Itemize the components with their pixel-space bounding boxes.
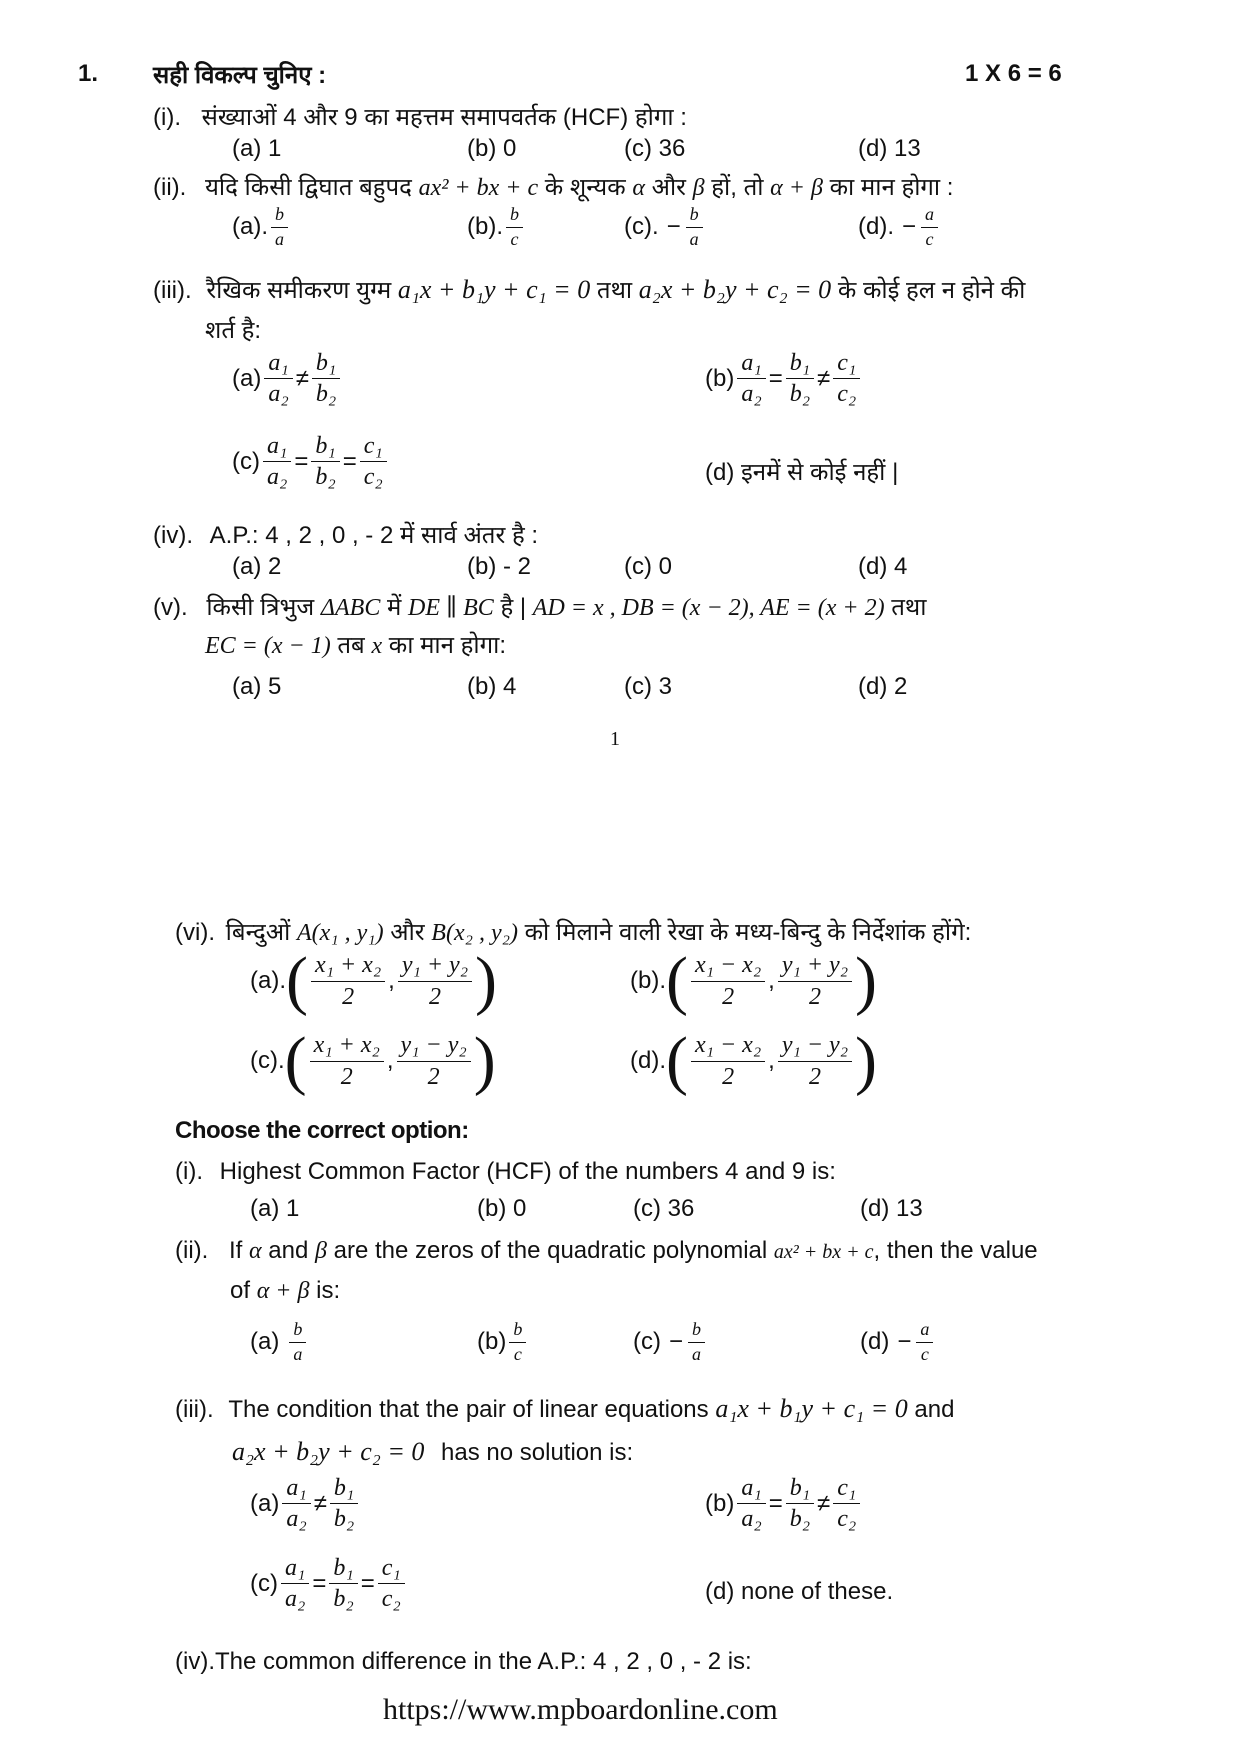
option-label: (b). <box>467 213 503 241</box>
en-q2-alpha: α <box>249 1238 262 1264</box>
option-label: (a). <box>250 967 286 994</box>
en-q2-and: and <box>268 1237 309 1264</box>
fraction <box>281 1555 309 1613</box>
hi-q6-label: (vi). <box>175 919 215 946</box>
en-q4 <box>175 1648 752 1676</box>
hi-q5-opt-b: (b) 4 <box>467 673 517 700</box>
en-q3-eq2: a₂x + b₂y + c₂ = 0 <box>232 1437 425 1466</box>
fraction <box>310 1032 384 1090</box>
fraction <box>737 1475 765 1533</box>
en-q1-opt-c: (c) 36 <box>633 1195 695 1222</box>
denominator: a <box>293 1343 303 1364</box>
hi-q5-opt-c: (c) 3 <box>624 673 672 700</box>
en-q3-label: (iii). <box>175 1396 214 1423</box>
hi-q2-opt-c <box>624 205 706 250</box>
denominator: 2 <box>427 1063 440 1090</box>
en-q3-post: has no solution is: <box>441 1439 634 1466</box>
hi-q6-pre: बिन्दुओं <box>225 919 291 946</box>
denominator: c₂ <box>837 1506 857 1533</box>
denominator: 2 <box>808 983 821 1010</box>
en-q2-is: is: <box>316 1277 341 1304</box>
denominator: 2 <box>808 1063 821 1090</box>
denominator: b₂ <box>315 464 336 491</box>
denominator: 2 <box>340 1063 353 1090</box>
en-q1-label: (i). <box>175 1158 203 1185</box>
numerator: c₁ <box>360 433 387 462</box>
hi-q5-label: (v). <box>153 594 188 621</box>
numerator: b₁ <box>312 350 340 379</box>
en-q2-label: (ii). <box>175 1237 209 1264</box>
hi-q3-eq1: a₁x + b₁y + c₁ = 0 <box>397 275 591 304</box>
denominator: a₂ <box>284 1586 306 1613</box>
left-paren: ( <box>284 1024 307 1097</box>
en-q2-opt-a <box>250 1320 309 1365</box>
en-q3-pre: The condition that the pair of linear equations <box>228 1396 709 1423</box>
fraction <box>312 350 340 408</box>
right-paren: ) <box>855 1024 878 1097</box>
hi-q6-point-a: A(x₁ , y₁) <box>296 920 384 946</box>
page-number: 1 <box>610 728 620 750</box>
numerator: b <box>271 205 288 228</box>
en-q2-mid: are the zeros of the quadratic polynomial <box>333 1237 768 1264</box>
numerator: c₁ <box>833 1475 860 1504</box>
hi-q6-opt-c <box>250 1024 496 1097</box>
denominator: a₂ <box>268 381 289 408</box>
hi-q2-pre: यदि किसी द्विघात बहुपद <box>205 174 412 201</box>
numerator: a₁ <box>281 1555 309 1584</box>
numerator: a₁ <box>737 350 765 379</box>
denominator: b₂ <box>315 381 337 408</box>
en-q2-post: , then the value <box>873 1237 1038 1264</box>
fraction <box>778 952 852 1010</box>
option-label: (c). <box>250 1047 285 1074</box>
eq-sign: = <box>768 364 783 392</box>
option-label: (c) <box>633 1328 661 1356</box>
fraction <box>330 1475 358 1533</box>
comma: , <box>768 1047 775 1074</box>
numerator: a₁ <box>263 433 291 462</box>
fraction <box>311 952 385 1010</box>
neq-sign: ≠ <box>313 1489 327 1517</box>
fraction <box>271 205 288 250</box>
en-q1 <box>175 1158 836 1186</box>
en-q3 <box>175 1394 954 1424</box>
en-q3-opt-c <box>250 1555 408 1613</box>
right-paren: ) <box>855 944 878 1017</box>
minus-sign: − <box>897 1328 912 1356</box>
option-label: (a) <box>232 364 262 392</box>
numerator: y₁ + y₂ <box>778 952 852 981</box>
en-q2-opt-b <box>477 1320 529 1365</box>
numerator: x₁ + x₂ <box>310 1032 384 1061</box>
denominator: a <box>689 228 699 249</box>
hi-q2-opt-d <box>858 205 941 250</box>
hi-q6-point-b: B(x₂ , y₂) <box>431 920 518 946</box>
hi-q2-mid2: हों, तो <box>711 174 764 201</box>
option-label: (d) <box>860 1328 890 1356</box>
hi-q4-opt-c: (c) 0 <box>624 553 672 580</box>
hi-q6-opt-a <box>250 944 498 1017</box>
numerator: b <box>506 205 523 228</box>
numerator: b₁ <box>330 1475 358 1504</box>
denominator: c₂ <box>363 464 383 491</box>
hi-q4-label: (iv). <box>153 522 193 549</box>
en-q3-line2 <box>232 1437 633 1467</box>
hi-q1-opt-a: (a) 1 <box>232 135 282 162</box>
numerator: b <box>686 205 703 228</box>
hi-q5-equations: AD = x , DB = (x − 2), AE = (x + 2) <box>532 595 885 621</box>
hi-q2 <box>153 170 953 203</box>
en-q2-poly: ax² + bx + c <box>773 1241 874 1263</box>
fraction <box>509 1320 526 1365</box>
numerator: a₁ <box>282 1475 310 1504</box>
numerator: b₁ <box>786 1475 814 1504</box>
numerator: y₁ − y₂ <box>397 1032 471 1061</box>
numerator: b <box>289 1320 306 1343</box>
option-label: (b) <box>477 1328 507 1356</box>
en-q2 <box>175 1237 1038 1265</box>
hi-q5-mein: में <box>387 594 402 621</box>
hi-q1 <box>153 100 687 133</box>
hi-q2-beta: β <box>692 175 705 201</box>
hi-q3-line2: शर्त है: <box>205 317 262 344</box>
option-label: (c). <box>624 213 659 241</box>
denominator: b₂ <box>789 381 811 408</box>
numerator: a₁ <box>264 350 292 379</box>
numerator: b <box>688 1320 705 1343</box>
eq-sign: = <box>294 447 309 475</box>
numerator: c₁ <box>833 350 860 379</box>
hi-q2-mid: के शून्यक <box>544 174 626 201</box>
numerator: a₁ <box>737 1475 765 1504</box>
fraction <box>921 205 938 250</box>
denominator: a₂ <box>741 381 762 408</box>
left-paren: ( <box>666 1024 688 1097</box>
numerator: a <box>916 1320 933 1343</box>
hi-q3-post: के कोई हल न होने की <box>837 277 1026 304</box>
denominator: c₂ <box>837 381 857 408</box>
denominator: b₂ <box>789 1506 811 1533</box>
minus-sign: − <box>902 213 917 241</box>
hi-q3 <box>153 273 1025 306</box>
en-q1-opt-b: (b) 0 <box>477 1195 527 1222</box>
en-q2-if: If <box>229 1237 243 1264</box>
option-label: (b). <box>630 967 666 994</box>
hi-q3-eq2: a₂x + b₂y + c₂ = 0 <box>638 275 832 304</box>
hi-q5-pre: किसी त्रिभुज <box>206 594 315 621</box>
hi-q3-opt-d: (d) इनमें से कोई नहीं | <box>705 459 899 486</box>
denominator: c <box>920 1343 929 1364</box>
hi-q5-line2 <box>205 628 506 661</box>
right-paren: ) <box>473 1024 496 1097</box>
hi-q3-label: (iii). <box>153 277 192 304</box>
hi-q5-triangle: ΔABC <box>320 595 381 621</box>
hi-q5-tatha: तथा <box>891 594 927 621</box>
hi-q5-hai: है | <box>500 594 527 621</box>
hi-q1-opt-d: (d) 13 <box>858 135 921 162</box>
denominator: c₂ <box>381 1586 401 1613</box>
numerator: b₁ <box>329 1555 357 1584</box>
denominator: 2 <box>428 983 441 1010</box>
hi-q2-alpha: α <box>632 175 645 201</box>
hi-q5-line2-text: का मान होगा: <box>388 632 506 659</box>
numerator: x₁ + x₂ <box>311 952 385 981</box>
fraction <box>737 350 765 408</box>
en-q3-and: and <box>914 1396 955 1423</box>
denominator: a <box>275 228 284 249</box>
denominator: a₂ <box>741 1506 762 1533</box>
hi-q2-and: और <box>651 174 686 201</box>
denominator: c <box>513 1343 522 1364</box>
denominator: a₂ <box>286 1506 307 1533</box>
option-label: (c) <box>250 1569 278 1597</box>
numerator: y₁ + y₂ <box>398 952 472 981</box>
left-paren: ( <box>286 944 308 1017</box>
numerator: a <box>921 205 938 228</box>
en-q2-of: of <box>230 1277 251 1304</box>
en-q3-opt-b <box>705 1475 863 1533</box>
denominator: a₂ <box>266 464 288 491</box>
comma: , <box>768 967 775 994</box>
fraction <box>506 205 523 250</box>
fraction <box>282 1475 310 1533</box>
option-label: (d). <box>630 1047 666 1074</box>
fraction <box>311 433 339 491</box>
en-q2-line2 <box>230 1277 340 1305</box>
en-q2-opt-d <box>860 1320 936 1365</box>
hi-q1-text: संख्याओं 4 और 9 का महत्तम समापवर्तक (HCF) होगा : <box>201 104 687 131</box>
numerator: b <box>509 1320 526 1343</box>
eq-sign: = <box>312 1569 327 1597</box>
fraction <box>691 952 765 1010</box>
hi-q5-ec: EC = (x − 1) <box>205 633 331 659</box>
hi-q2-opt-a <box>232 205 291 250</box>
option-label: (b) <box>705 1489 735 1517</box>
option-label: (a). <box>232 213 268 241</box>
hi-q6-opt-b <box>630 944 878 1017</box>
fraction <box>289 1320 306 1365</box>
denominator: c <box>925 228 934 249</box>
hi-q3-opt-b <box>705 350 863 408</box>
hi-q6-post: को मिलाने वाली रेखा के मध्य-बिन्दु के निर्देशांक होंगे: <box>524 919 972 946</box>
fraction <box>778 1032 852 1090</box>
fraction <box>360 433 387 491</box>
right-paren: ) <box>475 944 498 1017</box>
en-q3-eq1: a₁x + b₁y + c₁ = 0 <box>715 1394 908 1423</box>
denominator: b₂ <box>333 1586 354 1613</box>
numerator: b₁ <box>786 350 814 379</box>
option-label: (b) <box>705 364 735 392</box>
hi-q4-opt-d: (d) 4 <box>858 553 908 580</box>
hi-q2-sum: α + β <box>770 175 823 201</box>
left-paren: ( <box>666 944 688 1017</box>
denominator: 2 <box>722 983 735 1010</box>
fraction <box>398 952 472 1010</box>
hi-q5-opt-a: (a) 5 <box>232 673 282 700</box>
option-label: (a) <box>250 1489 280 1517</box>
heading-english: Choose the correct option: <box>175 1117 469 1144</box>
numerator: x₁ − x₂ <box>691 952 765 981</box>
fraction <box>833 1475 860 1533</box>
hi-q1-opt-b: (b) 0 <box>467 135 517 162</box>
fraction <box>786 350 814 408</box>
fraction <box>329 1555 357 1613</box>
eq-sign: = <box>342 447 357 475</box>
eq-sign: = <box>768 1489 783 1517</box>
hi-q2-poly: ax² + bx + c <box>418 175 539 201</box>
hi-q5-tab: तब <box>337 632 365 659</box>
en-q1-text: Highest Common Factor (HCF) of the numbers 4 and 9 is: <box>219 1158 836 1185</box>
denominator: 2 <box>722 1063 735 1090</box>
hi-q5-opt-d: (d) 2 <box>858 673 908 700</box>
en-q2-beta: β <box>315 1238 327 1264</box>
hi-q2-label: (ii). <box>153 174 187 201</box>
hi-q4 <box>153 518 538 551</box>
fraction <box>786 1475 814 1533</box>
hi-q6-opt-d <box>630 1024 878 1097</box>
fraction <box>686 205 703 250</box>
hi-q2-post: का मान होगा : <box>829 174 954 201</box>
comma: , <box>386 1047 394 1074</box>
minus-sign: − <box>668 1328 683 1356</box>
en-q1-opt-a: (a) 1 <box>250 1195 300 1222</box>
en-q4-text: The common difference in the A.P.: 4 , 2 , 0 , - 2 is: <box>214 1648 752 1675</box>
numerator: y₁ − y₂ <box>778 1032 852 1061</box>
hi-q4-text: A.P.: 4 , 2 , 0 , - 2 में सार्व अंतर है : <box>209 522 539 549</box>
denominator: 2 <box>342 983 355 1010</box>
hi-q4-opt-a: (a) 2 <box>232 553 282 580</box>
question-number: 1. <box>78 60 99 87</box>
footer-url: https://www.mpboardonline.com <box>383 1693 778 1726</box>
fraction <box>688 1320 705 1365</box>
en-q2-opt-c <box>633 1320 708 1365</box>
fraction <box>833 350 860 408</box>
option-label: (c) <box>232 447 260 475</box>
hi-q2-opt-b <box>467 205 526 250</box>
en-q3-opt-d: (d) none of these. <box>705 1578 894 1605</box>
marks-label: 1 X 6 = 6 <box>965 60 1062 87</box>
minus-sign: − <box>666 213 681 241</box>
en-q1-opt-d: (d) 13 <box>860 1195 923 1222</box>
numerator: x₁ − x₂ <box>691 1032 765 1061</box>
en-q3-opt-a <box>250 1475 361 1533</box>
hi-q1-label: (i). <box>153 104 181 131</box>
fraction <box>916 1320 933 1365</box>
hi-q5-parallel: DE ∥ BC <box>408 595 494 621</box>
denominator: b₂ <box>333 1506 355 1533</box>
option-label: (d). <box>858 213 894 241</box>
hi-q5-x: x <box>371 633 383 659</box>
fraction <box>397 1032 471 1090</box>
hi-q5 <box>153 590 926 623</box>
hi-q1-opt-c: (c) 36 <box>624 135 686 162</box>
numerator: b₁ <box>311 433 339 462</box>
denominator: a <box>692 1343 701 1364</box>
heading-hindi: सही विकल्प चुनिए : <box>153 62 327 89</box>
option-label: (a) <box>250 1328 280 1356</box>
hi-q3-tatha: तथा <box>596 277 633 304</box>
eq-sign: = <box>360 1569 375 1597</box>
neq-sign: ≠ <box>817 364 831 392</box>
fraction <box>378 1555 405 1613</box>
fraction <box>264 350 292 408</box>
fraction <box>691 1032 765 1090</box>
comma: , <box>388 967 395 994</box>
denominator: c <box>510 228 519 249</box>
hi-q4-opt-b: (b) - 2 <box>467 553 532 580</box>
en-q4-label: (iv). <box>175 1648 215 1675</box>
hi-q3-opt-c <box>232 433 390 491</box>
hi-q6-aur: और <box>390 919 425 946</box>
numerator: c₁ <box>378 1555 405 1584</box>
neq-sign: ≠ <box>817 1489 831 1517</box>
neq-sign: ≠ <box>295 364 309 392</box>
hi-q3-pre: रैखिक समीकरण युग्म <box>206 277 392 304</box>
hi-q3-opt-a <box>232 350 343 408</box>
en-q2-sum: α + β <box>256 1278 310 1304</box>
fraction <box>263 433 291 491</box>
